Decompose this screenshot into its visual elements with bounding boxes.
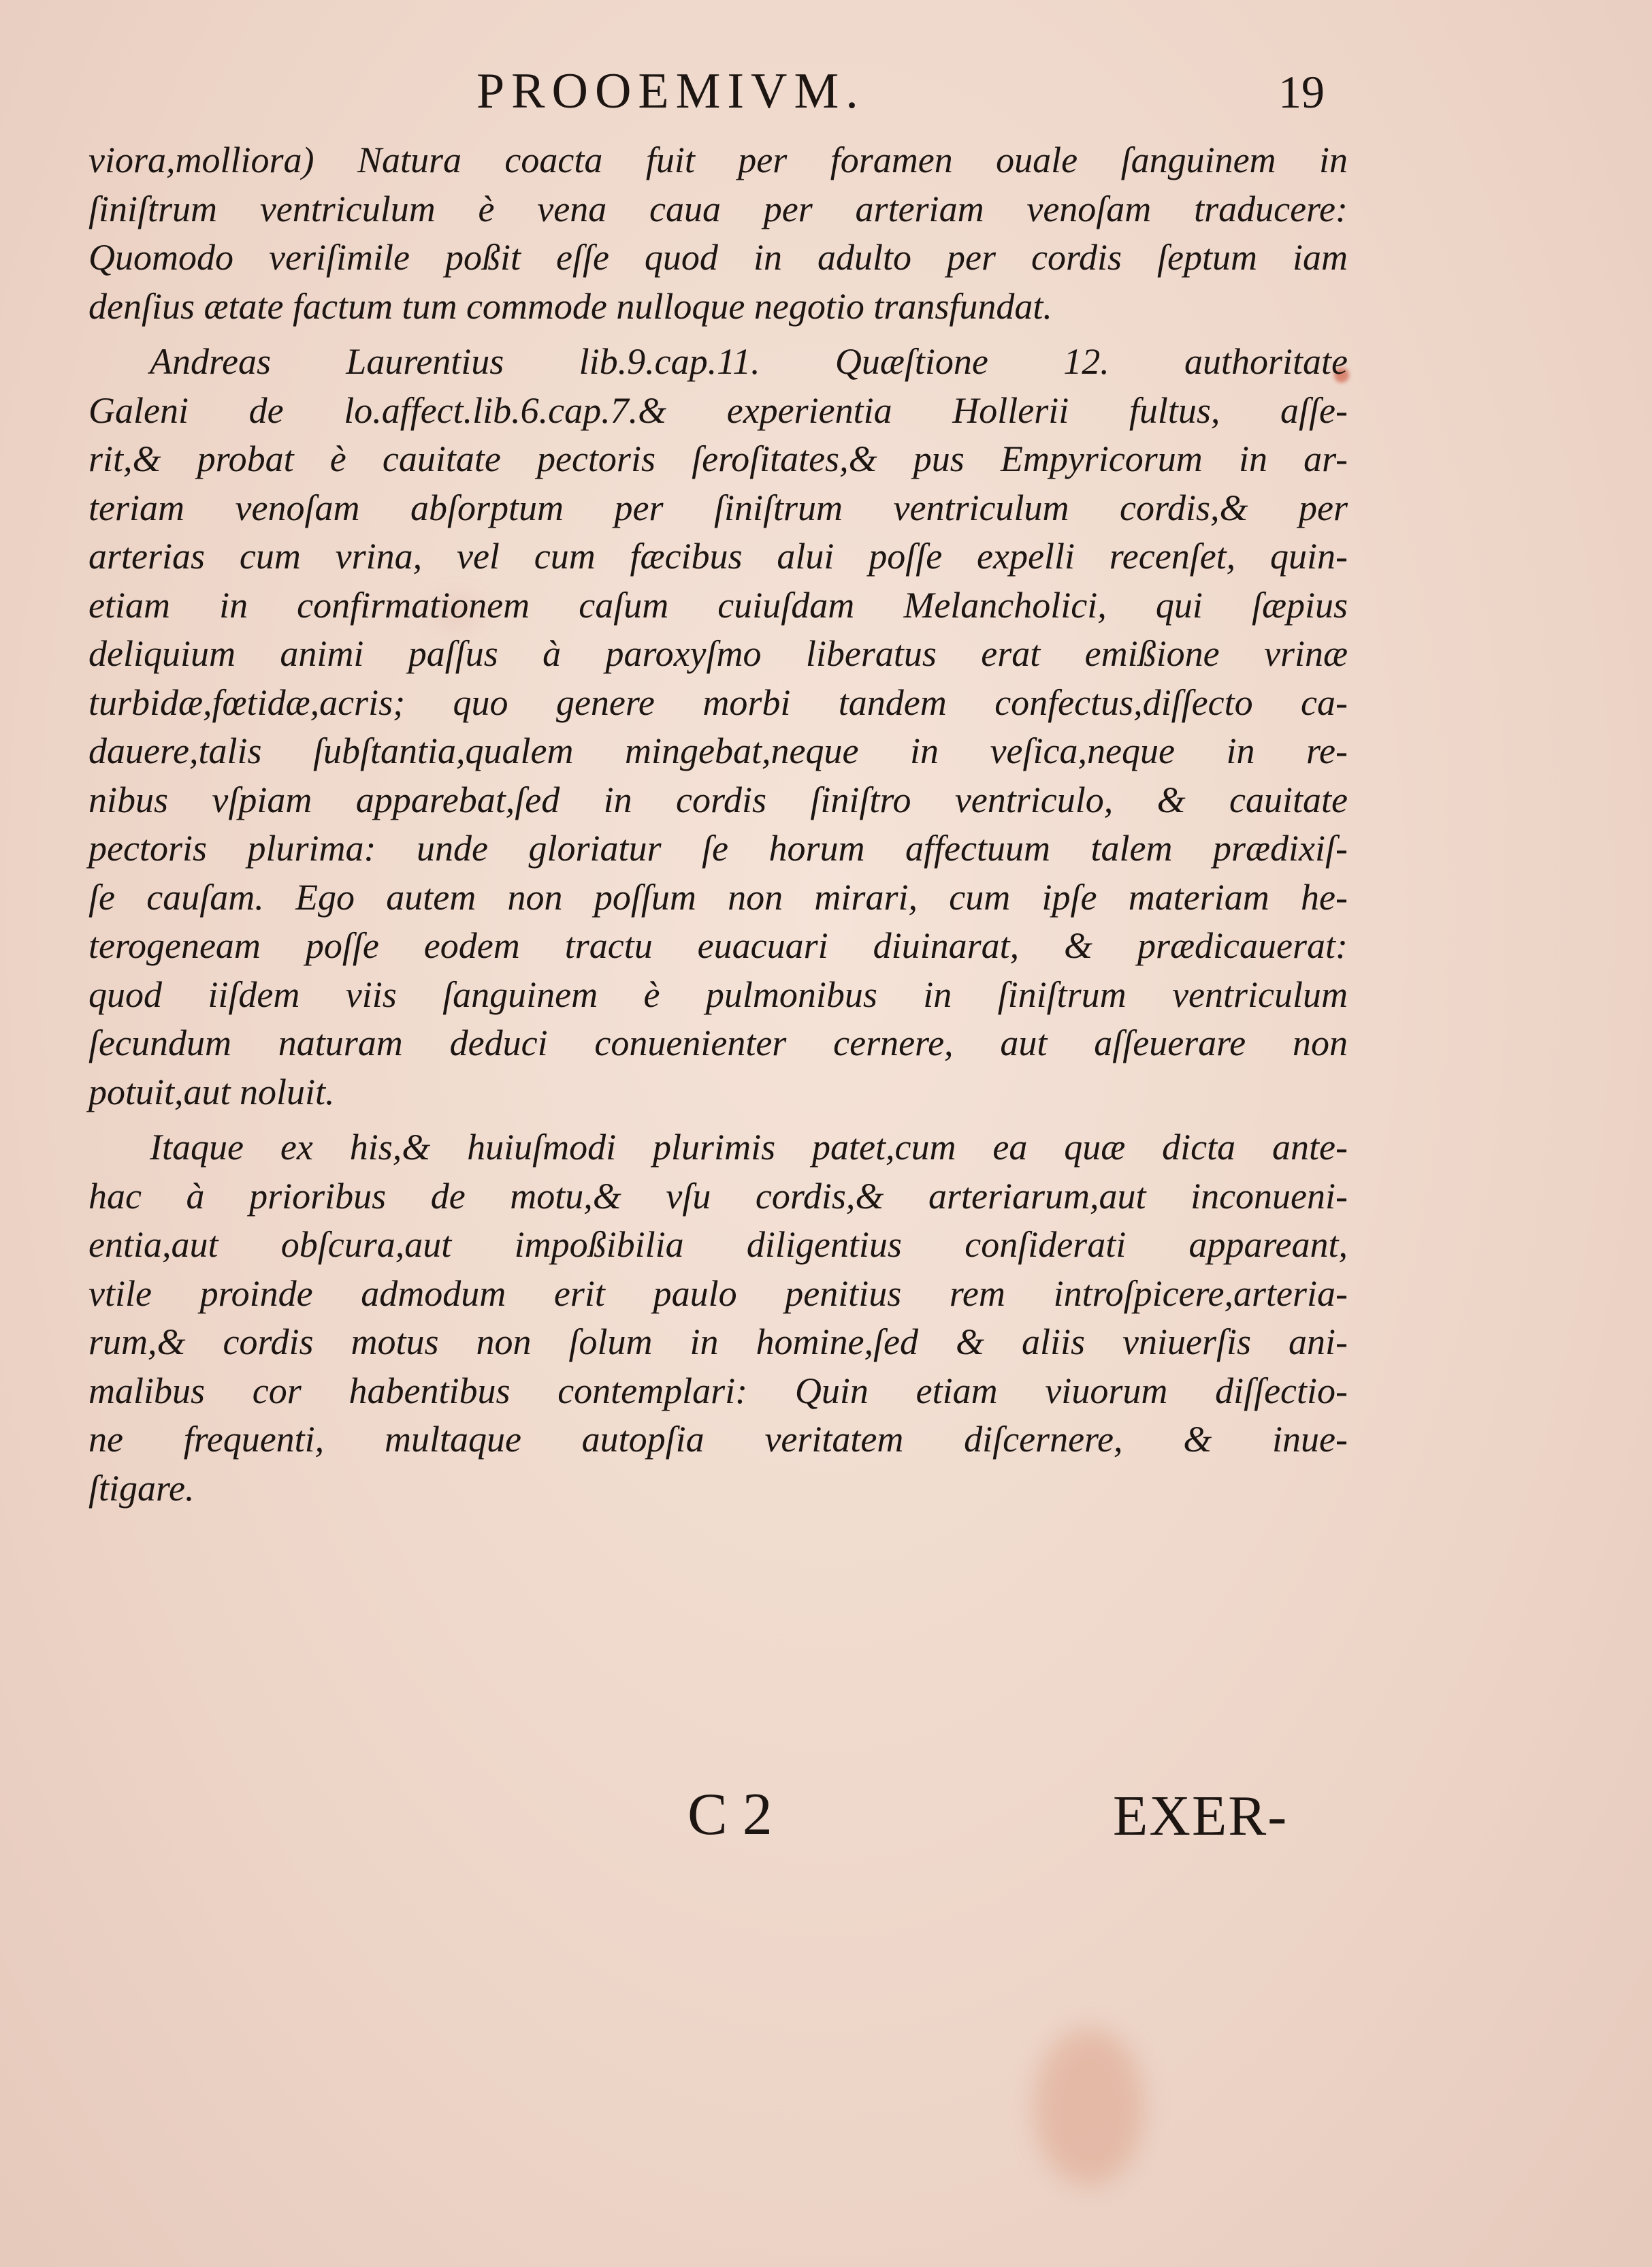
text-line: etiam in confirmationem caſum cuiuſdam Melancholici, qui ſæpius bbox=[88, 584, 1348, 626]
main-text-block bbox=[88, 136, 1348, 1513]
paper-stain bbox=[1035, 2029, 1144, 2185]
text-line: deliquium animi paſſus à paroxyſmo liberatus erat emißione vrinæ bbox=[88, 633, 1348, 674]
text-line: dauere,talis ſubſtantia,qualem mingebat,neque in veſica,neque in re- bbox=[88, 730, 1348, 771]
text-line: ne frequenti, multaque autopſia veritatem diſcernere, & inue- bbox=[88, 1419, 1348, 1460]
text-line: turbidæ,fœtidæ,acris; quo genere morbi tandem confectus,diſſecto ca- bbox=[88, 681, 1348, 723]
text-line: ſiniſtrum ventriculum è vena caua per arteriam venoſam traducere: bbox=[88, 188, 1348, 229]
paragraph-first-line: Itaque ex his,& huiuſmodi plurimis patet,cum ea quæ dicta ante- bbox=[150, 1127, 1348, 1168]
text-line: rum,& cordis motus non ſolum in homine,ſed & aliis vniuerſis ani- bbox=[88, 1321, 1348, 1362]
text-line: ſecundum naturam deduci conuenienter cernere, aut aſſeuerare non bbox=[88, 1023, 1348, 1063]
text-line: terogeneam poſſe eodem tractu euacuari diuinarat, & prædicauerat: bbox=[88, 925, 1348, 966]
text-line: Galeni de lo.affect.lib.6.cap.7.& experientia Hollerii fultus, aſſe- bbox=[88, 389, 1348, 431]
page-header bbox=[0, 63, 1652, 124]
text-line: vtile proinde admodum erit paulo penitius rem introſpicere,arteria- bbox=[88, 1272, 1348, 1314]
text-line: pectoris plurima: unde gloriatur ſe horum affectuum talem prædixiſ- bbox=[88, 828, 1348, 869]
page-number: 19 bbox=[1278, 66, 1325, 118]
text-line: potuit,aut noluit. bbox=[88, 1071, 335, 1112]
text-line: rit,& probat è cauitate pectoris ſeroſitates,& pus Empyricorum in ar- bbox=[88, 438, 1348, 479]
text-line: denſius ætate factum tum commode nulloque negotio transfundat. bbox=[88, 285, 1052, 327]
text-line: quod iiſdem viis ſanguinem è pulmonibus in ſiniſtrum ventriculum bbox=[88, 974, 1348, 1015]
text-line: ſe cauſam. Ego autem non poſſum non mirari, cum ipſe materiam he- bbox=[88, 876, 1348, 918]
text-line: malibus cor habentibus contemplari: Quin etiam viuorum diſſectio- bbox=[88, 1370, 1348, 1411]
text-line: arterias cum vrina, vel cum fæcibus alui poſſe expelli recenſet, quin- bbox=[88, 536, 1348, 577]
text-line: entia,aut obſcura,aut impoßibilia diligentius conſiderati appareant, bbox=[88, 1224, 1348, 1265]
text-line: hac à prioribus de motu,& vſu cordis,& arteriarum,aut inconueni- bbox=[88, 1175, 1348, 1217]
text-line: ſtigare. bbox=[88, 1467, 195, 1509]
text-line: nibus vſpiam apparebat,ſed in cordis ſiniſtro ventriculo, & cauitate bbox=[88, 779, 1348, 820]
running-head: PROOEMIVM. bbox=[476, 63, 865, 119]
page-footer bbox=[0, 1780, 1652, 1848]
text-line: teriam venoſam abſorptum per ſiniſtrum ventriculum cordis,& per bbox=[88, 487, 1348, 528]
text-line: viora,molliora) Natura coacta fuit per foramen ouale ſanguinem in bbox=[88, 140, 1348, 180]
text-line: Quomodo veriſimile poßit eſſe quod in adulto per cordis ſeptum iam bbox=[88, 237, 1348, 278]
signature-mark: C 2 bbox=[687, 1782, 773, 1848]
paragraph-first-line: Andreas Laurentius lib.9.cap.11. Quæſtione 12. authoritate bbox=[150, 341, 1348, 382]
catchword: EXER- bbox=[1113, 1784, 1289, 1848]
